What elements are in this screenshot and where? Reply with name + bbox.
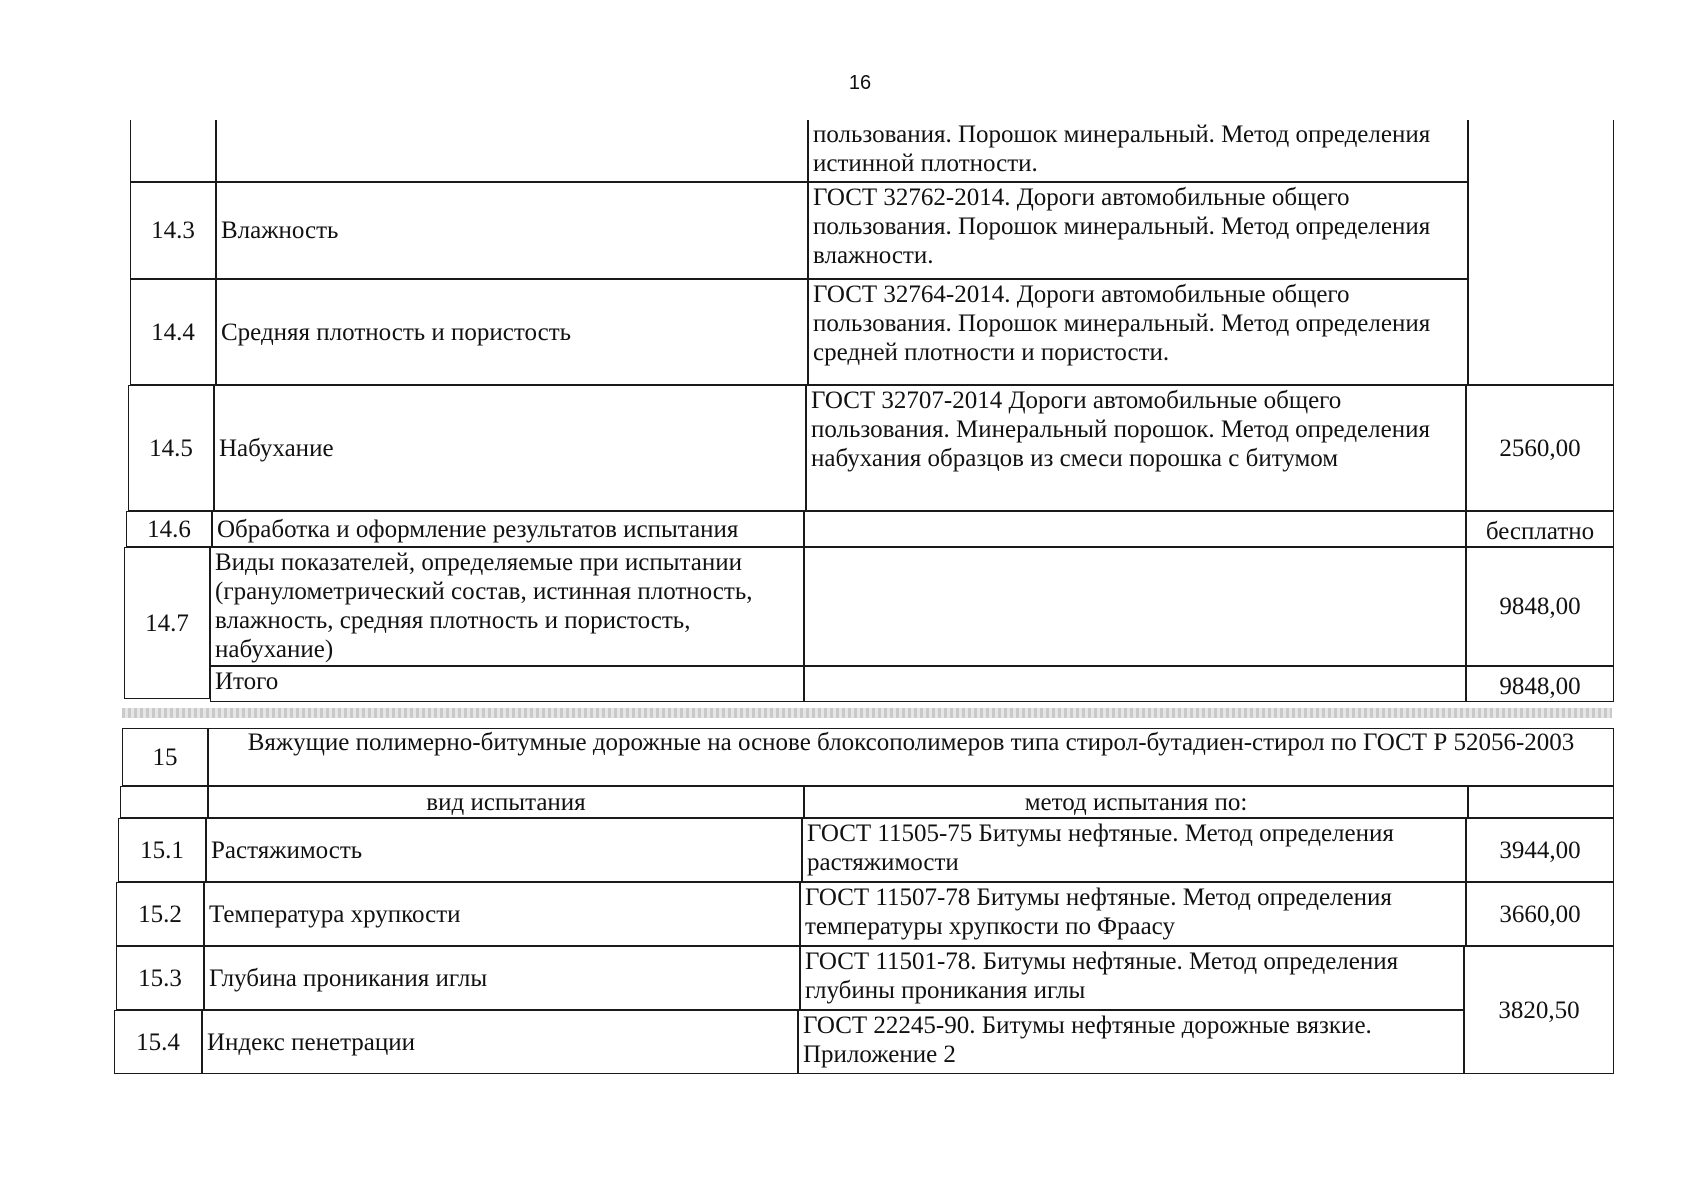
- table-cell-name: Индекс пенетрации: [202, 1010, 798, 1074]
- table-cell-num: 15.1: [118, 818, 206, 882]
- table-cell-name: Температура хрупкости: [204, 882, 800, 946]
- table-cell-name: Виды показателей, определяемые при испытании (гранулометрический состав, истинная плотность, влажность, средняя плотность и пористость, набухание): [210, 547, 804, 666]
- table-cell-name: Обработка и оформление результатов испытания: [212, 511, 804, 547]
- table-cell-num: 15: [122, 728, 208, 786]
- table-cell-num: 14.6: [126, 511, 212, 547]
- table-cell-name: Набухание: [214, 385, 806, 511]
- table-cell-name: Глубина проникания иглы: [204, 946, 800, 1010]
- scan-separator: [122, 708, 1612, 718]
- section-title: Вяжущие полимерно-битумные дорожные на основе блоксополимеров типа стирол-бутадиен-стирол по ГОСТ Р 52056-2003: [208, 728, 1614, 786]
- table-cell-method: [804, 511, 1466, 547]
- table-cell-price: [1468, 120, 1614, 385]
- table-cell-price: 3820,50: [1464, 946, 1614, 1074]
- table-cell-method: ГОСТ 11505-75 Битумы нефтяные. Метод определения растяжимости: [802, 818, 1466, 882]
- table-cell-method: ГОСТ 32707-2014 Дороги автомобильные общего пользования. Минеральный порошок. Метод определения набухания образцов из смеси порошка с битумом: [806, 385, 1466, 511]
- table-cell-name: Растяжимость: [206, 818, 802, 882]
- table-cell-name: Средняя плотность и пористость: [216, 279, 808, 385]
- table-cell-method: ГОСТ 32764-2014. Дороги автомобильные общего пользования. Порошок минеральный. Метод определения средней плотности и пористости.: [808, 279, 1468, 385]
- table-cell-price: 9848,00: [1466, 547, 1614, 666]
- table-header-method: метод испытания по:: [804, 786, 1468, 818]
- table-header-price: [1468, 786, 1614, 818]
- table-cell-method: [804, 547, 1466, 666]
- table-cell-num: [130, 120, 216, 182]
- table-cell-name: Итого: [210, 666, 804, 702]
- table-cell-price: 9848,00: [1466, 666, 1614, 702]
- table-cell-num: 14.7: [124, 547, 210, 699]
- table-cell-method: пользования. Порошок минеральный. Метод определения истинной плотности.: [808, 120, 1468, 182]
- table-cell-price: 3944,00: [1466, 818, 1614, 882]
- table-cell-num: 15.2: [116, 882, 204, 946]
- table-cell-method: [804, 666, 1466, 702]
- table-cell-method: ГОСТ 11501-78. Битумы нефтяные. Метод определения глубины проникания иглы: [800, 946, 1464, 1010]
- table-cell-price: бесплатно: [1466, 511, 1614, 547]
- table-cell-num: 14.3: [130, 182, 216, 279]
- table-header-type: вид испытания: [208, 786, 804, 818]
- table-cell-num: 14.5: [128, 385, 214, 511]
- table-cell-num: 15.3: [116, 946, 204, 1010]
- table-cell-method: ГОСТ 11507-78 Битумы нефтяные. Метод определения температуры хрупкости по Фраасу: [800, 882, 1466, 946]
- table-cell-method: ГОСТ 32762-2014. Дороги автомобильные общего пользования. Порошок минеральный. Метод определения влажности.: [808, 182, 1468, 279]
- table-cell-name: [216, 120, 808, 182]
- table-cell-num: 15.4: [114, 1010, 202, 1074]
- table-cell-method: ГОСТ 22245-90. Битумы нефтяные дорожные вязкие. Приложение 2: [798, 1010, 1464, 1074]
- table-cell-num: [120, 786, 208, 818]
- table-cell-name: Влажность: [216, 182, 808, 279]
- table-cell-price: 2560,00: [1466, 385, 1614, 511]
- table-cell-price: 3660,00: [1466, 882, 1614, 946]
- table-cell-num: 14.4: [130, 279, 216, 385]
- page-number: 16: [848, 72, 872, 94]
